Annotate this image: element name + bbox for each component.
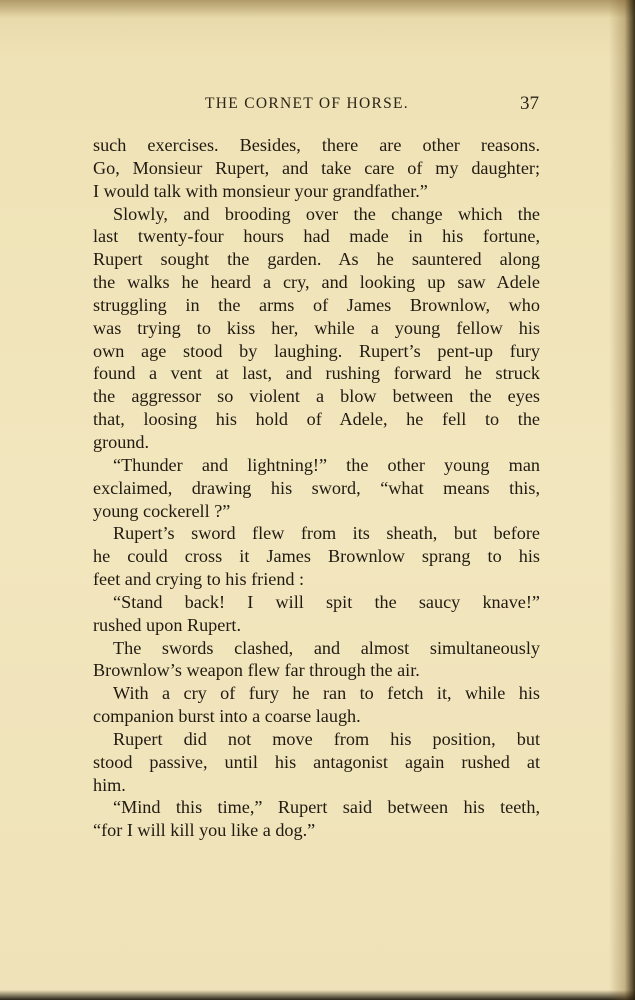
page-number: 37 [520,93,539,114]
text-line: feet and crying to his friend : [93,569,305,590]
text-line: exclaimed, drawing his sword, “what means this, [93,477,540,498]
running-title: THE CORNET OF HORSE. [205,95,409,112]
text-line: stood passive, until his antagonist again rushed at [93,751,540,772]
text-line: rushed upon Rupert. [93,614,242,635]
text-line: struggling in the arms of James Brownlow, who [93,294,540,315]
body-text [93,134,540,842]
text-line: he could cross it James Brownlow sprang to his [93,546,540,567]
text-line: “Mind this time,” Rupert said between his teeth, [113,797,540,818]
text-line: The swords clashed, and almost simultaneously [113,637,540,658]
text-line: own age stood by laughing. Rupert’s pent-up fury [93,340,540,361]
text-line: ground. [93,431,150,452]
text-line: the walks he heard a cry, and looking up saw Adele [93,272,540,293]
text-line: the aggressor so violent a blow between the eyes [93,386,540,407]
text-line: “Stand back! I will spit the saucy knave!” [113,591,540,612]
text-line: Go, Monsieur Rupert, and take care of my daughter; [93,157,540,178]
text-line: him. [93,774,126,795]
text-line: Rupert did not move from his position, but [113,728,540,749]
text-line: With a cry of fury he ran to fetch it, while his [113,683,540,704]
text-line: that, loosing his hold of Adele, he fell to the [93,409,540,430]
text-line: last twenty-four hours had made in his fortune, [93,226,540,247]
text-line: Rupert’s sword flew from its sheath, but before [113,523,540,544]
text-line: companion burst into a coarse laugh. [93,706,361,727]
text-line: “Thunder and lightning!” the other young man [113,454,540,475]
text-line: found a vent at last, and rushing forward he struck [93,363,540,384]
page-header [205,93,545,117]
text-line: “for I will kill you like a dog.” [93,820,316,841]
text-line: I would talk with monsieur your grandfather.” [93,180,428,201]
text-line: was trying to kiss her, while a young fellow his [93,317,540,338]
text-line: Rupert sought the garden. As he sauntered along [93,249,540,270]
page-bottom-edge [0,990,635,1000]
text-line: Brownlow’s weapon flew far through the air. [93,660,420,681]
text-line: young cockerell ?” [93,500,231,521]
text-line: Slowly, and brooding over the change which the [113,203,540,224]
text-line: such exercises. Besides, there are other reasons. [93,135,540,155]
